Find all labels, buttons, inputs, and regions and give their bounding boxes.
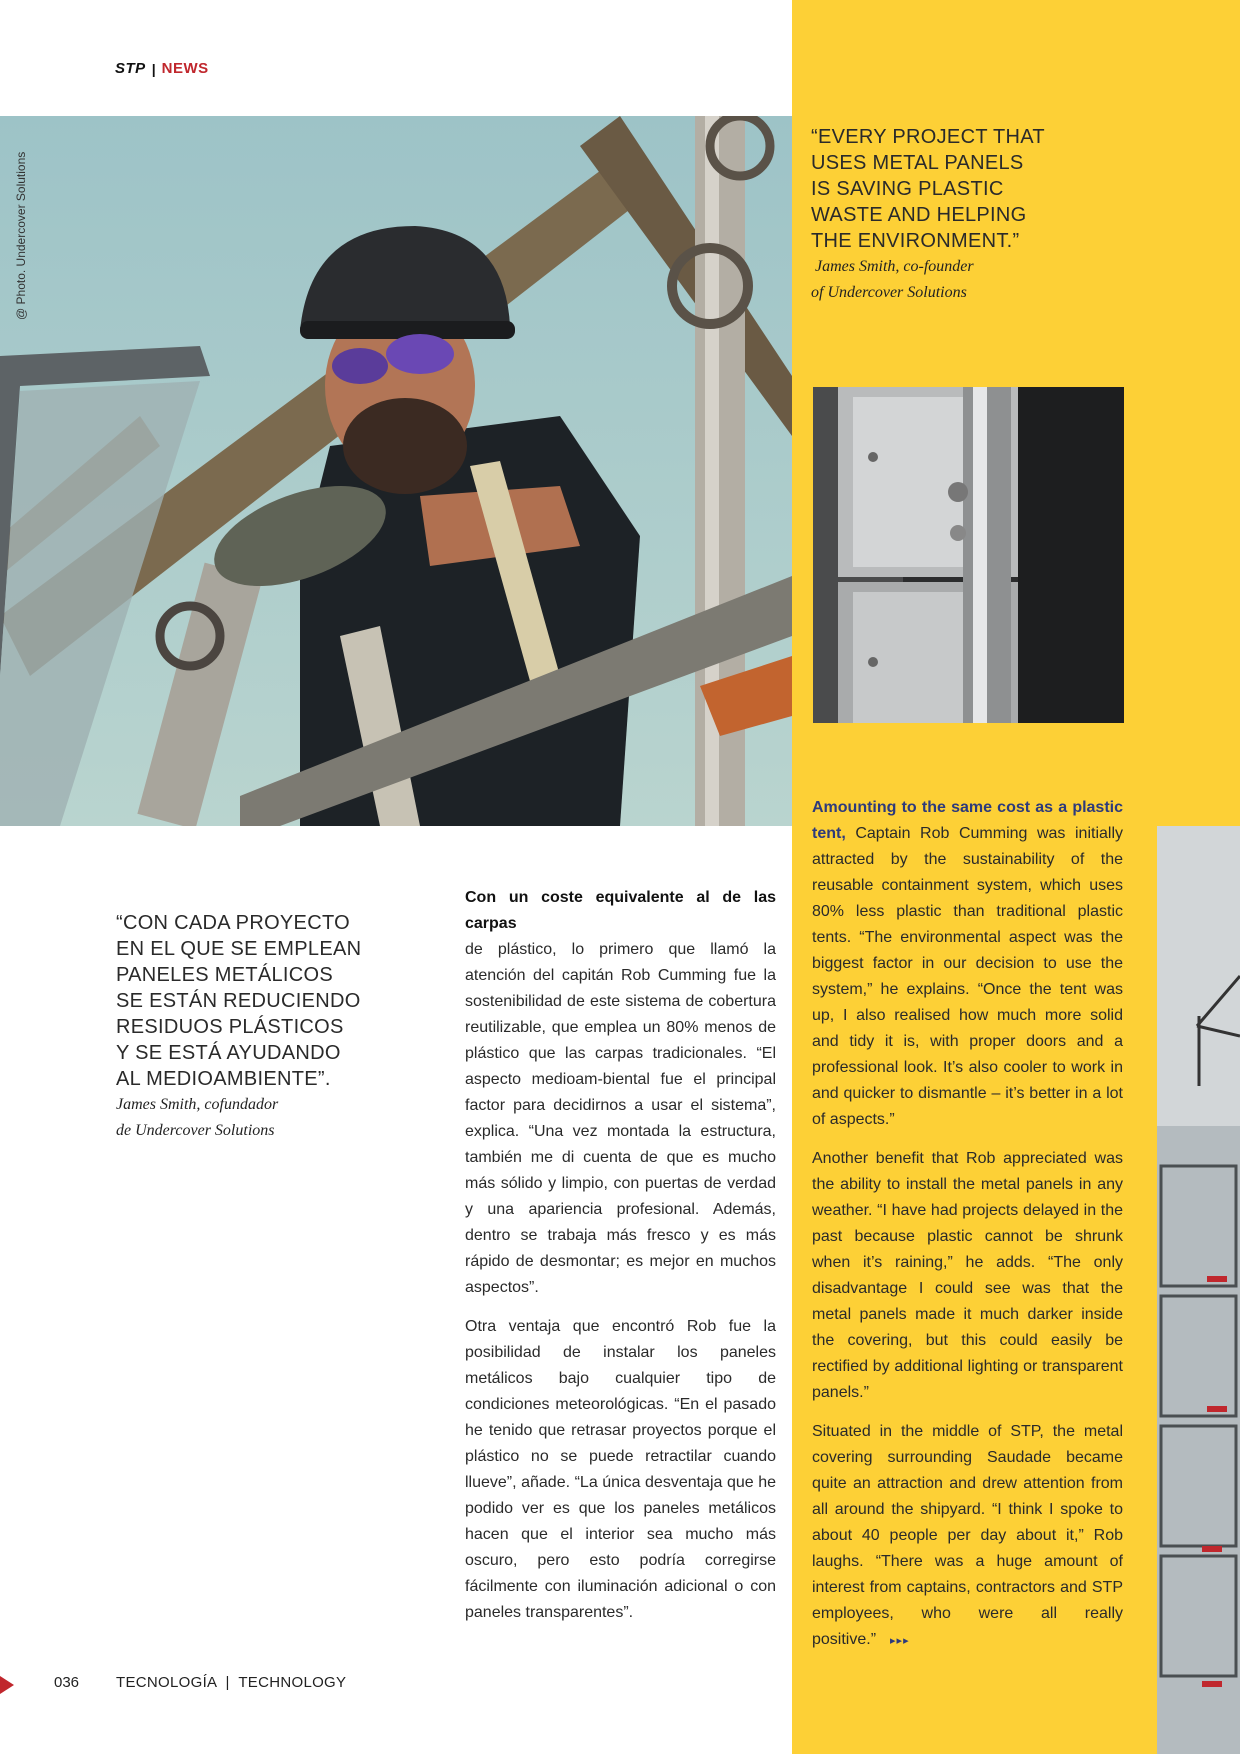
article-column-spanish xyxy=(465,885,776,1639)
pull-quote-spanish xyxy=(116,910,376,1144)
section-label: NEWS xyxy=(161,60,209,77)
page-marker-triangle-icon xyxy=(0,1676,14,1694)
worker-on-scaffolding-photo xyxy=(0,116,792,826)
article-paragraph-text: Situated in the middle of STP, the metal covering surrounding Saudade became quite an attraction and drew attention from all around the shipyard. “I think I spoke to about 40 people per day about it,” Rob laughs. “There was a huge amount of interest from captains, contractors and STP employees, who were all really positive.” xyxy=(812,1423,1123,1648)
quote-line: USES METAL PANELS xyxy=(811,152,1024,174)
quote-attribution: James Smith, co-founder xyxy=(815,258,974,275)
photo-credit: @ Photo. Undercover Solutions xyxy=(14,151,28,320)
quote-line: THE ENVIRONMENT.” xyxy=(811,230,1020,252)
article-lead-english: Amounting to the same cost as a plastic tent, xyxy=(812,799,1123,842)
quote-line: “EVERY PROJECT THAT xyxy=(811,126,1045,148)
article-lead-spanish: Con un coste equivalente al de las carpas xyxy=(465,889,776,932)
quote-attribution: of Undercover Solutions xyxy=(811,284,967,301)
quote-line: Y SE ESTÁ AYUDANDO xyxy=(116,1042,341,1064)
page-footer xyxy=(0,1674,792,1698)
quote-line: WASTE AND HELPING xyxy=(811,204,1027,226)
quote-line: RESIDUOS PLÁSTICOS xyxy=(116,1016,344,1038)
quote-line: IS SAVING PLASTIC xyxy=(811,178,1004,200)
quote-attribution: de Undercover Solutions xyxy=(116,1122,275,1139)
quote-line: “CON CADA PROYECTO xyxy=(116,912,350,934)
quote-line: PANELES METÁLICOS xyxy=(116,964,334,986)
header-separator: | xyxy=(151,60,156,77)
article-paragraph: Another benefit that Rob appreciated was the ability to install the metal panels in any weather. “I have had projects delayed in the past because plastic cannot be shrunk when it’s raining,” he adds. “The only disadvantage I could see was that the metal panels made it much darker inside the covering, but this could easily be rectified by additional lighting or transparent panels.” xyxy=(812,1150,1123,1401)
article-paragraph-text: Captain Rob Cumming was initially attracted by the sustainability of the reusable containment system, which uses 80% less plastic than traditional plastic tents. “The environmental aspect was the biggest factor in our decision to use the system,” he explains. “Once the tent was up, I also realised how much more solid and tidy it is, with proper doors and a professional look. It’s also cooler to work in and quicker to dismantle – it’s better in a lot of aspects.” xyxy=(812,825,1123,1128)
quote-line: SE ESTÁN REDUCIENDO xyxy=(116,990,361,1012)
article-paragraph xyxy=(812,1419,1123,1654)
article-column-english xyxy=(812,795,1123,1667)
covered-structure-photo xyxy=(1157,826,1240,1754)
section-folio: TECNOLOGÍA | TECHNOLOGY xyxy=(116,1674,347,1691)
stp-logo: STP xyxy=(115,60,146,77)
article-paragraph xyxy=(812,795,1123,1133)
metal-panel-detail-photo xyxy=(813,387,1124,723)
quote-line: EN EL QUE SE EMPLEAN xyxy=(116,938,362,960)
article-paragraph: de plástico, lo primero que llamó la atención del capitán Rob Cumming fue la sostenibilidad de este sistema de cobertura reutilizable, que emplea un 80% menos de plástico que las carpas tradicionales. “El aspecto medioam-biental fue el principal factor para decidirnos a usar el sistema”, explica. “Una vez montada la estructura, también me di cuenta de que es mucho más sólido y limpio, con puertas de verdad y una apariencia profesional. Además, dentro se trabaja más fresco y es más rápido de desmontar; es mejor en muchos aspectos”. xyxy=(465,941,776,1296)
magazine-header xyxy=(115,60,209,77)
article-paragraph: Otra ventaja que encontró Rob fue la posibilidad de instalar los paneles metálicos bajo cualquier tipo de condiciones meteorológicas. “En el pasado he tenido que retrasar proyectos porque el plástico no se puede retractilar cuando llueve”, añade. “La única desventaja que he podido ver es que los paneles metálicos hacen que el interior sea mucho más oscuro, pero esto podría corregirse fácilmente con iluminación adicional o con paneles transparentes”. xyxy=(465,1318,776,1621)
page-number: 036 xyxy=(54,1674,80,1691)
pull-quote-english xyxy=(811,124,1111,306)
quote-line: AL MEDIOAMBIENTE”. xyxy=(116,1068,331,1090)
quote-attribution: James Smith, cofundador xyxy=(116,1096,279,1113)
continue-arrows-icon: ▸▸▸ xyxy=(890,1635,910,1647)
